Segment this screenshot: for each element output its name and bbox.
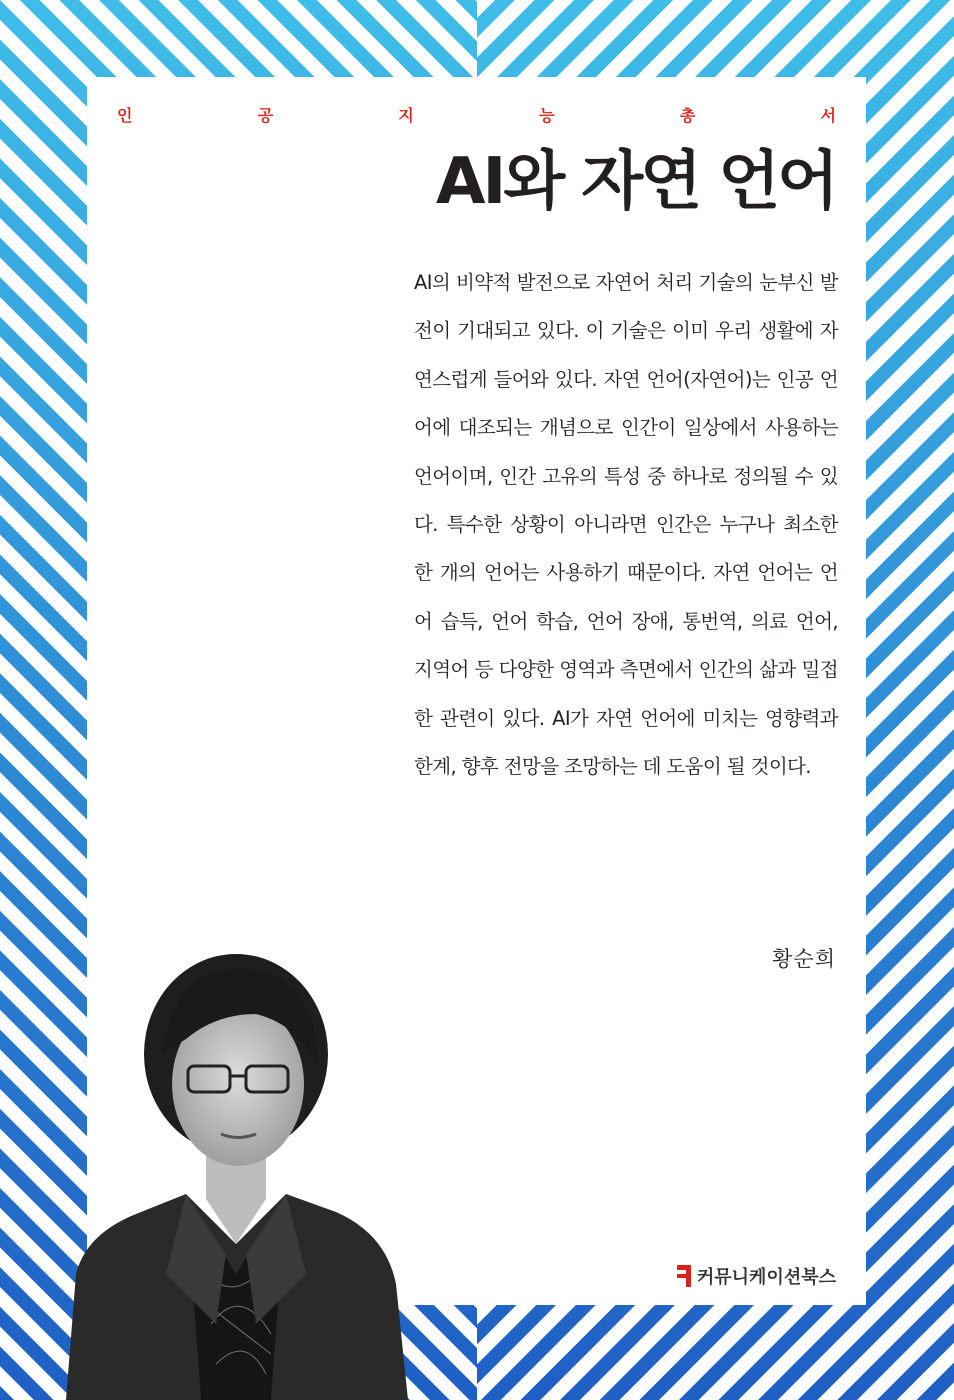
book-description: AI의 비약적 발전으로 자연어 처리 기술의 눈부신 발전이 기대되고 있다. 이 기술은 이미 우리 생활에 자연스럽게 들어와 있다. 자연 언어(자연어)는 인공 언어에 대조되는 개념으로 인간이 일상에서 사용하는 언어이며, 인간 고유의 특성 중 하나로 정의될 수 있다. 특수한 상황이 아니라면 인간은 누구나 최소한 한 개의 언어는 사용하기 때문이다. 자연 언어는 언어 습득, 언어 학습, 언어 장애, 통번역, 의료 언어, 지역어 등 다양한 영역과 측면에서 인간의 삶과 밀접한 관련이 있다. AI가 자연 언어에 미치는 영향력과 한계, 향후 전망을 조망하는 데 도움이 될 것이다. [414, 271, 838, 779]
series-char: 능 [539, 106, 555, 125]
author-name: 황순희 [772, 947, 836, 971]
publisher-mark-icon [677, 1265, 691, 1287]
series-char: 인 [117, 106, 133, 125]
book-title: AI와 자연 언어 [435, 145, 836, 219]
series-char: 지 [398, 106, 414, 125]
series-char: 서 [820, 106, 836, 125]
series-char: 공 [257, 106, 274, 125]
series-char: 총 [679, 106, 696, 125]
author-portrait [66, 944, 408, 1400]
series-label [117, 103, 836, 126]
publisher-name: 커뮤니케이션북스 [696, 1267, 836, 1288]
publisher-logo [677, 1263, 836, 1289]
